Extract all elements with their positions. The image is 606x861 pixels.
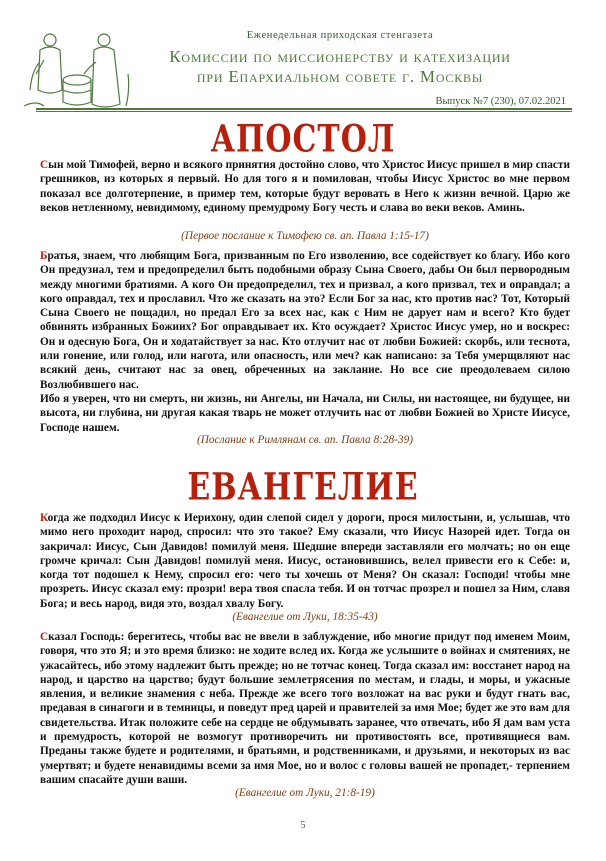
christ-and-samaritan-woman-at-well-icon [22,30,134,110]
paragraph-text: огда же подходил Иисус к Иерихону, один слепой сидел у дороги, прося милостыни, и, услышав, что мимо него проходит народ, спросил: что это такое? Ему сказали, что Иисус Назорей идет. Тогда он закричал: Иисус, Сын Давидов! помилуй меня. Шедшие впереди заставляли его молчать; но он еще громче кричал: Сын Давидов! помилуй меня. Иисус, остановившись, велел привести его к Себе: и, когда тот подошел к Нему, спросил его: чего ты хочешь от Меня? Он сказал: Господи! чтобы мне прозреть. Иисус сказал ему: прозри! вера твоя спасла тебя. И он тотчас прозрел и пошел за Ним, славя Бога; и весь народ, видя это, воздал хвалу Богу. [40,512,570,610]
apostol-heading: АПОСТОЛ [210,117,396,162]
page-header [0,0,606,110]
page-number: 5 [300,820,306,831]
apostol-reference-1: (Первое послание к Тимофею св. ап. Павла 1:15-17) [181,230,429,242]
gospel-paragraph-2 [40,630,570,787]
header-divider [36,108,572,110]
apostol-paragraph-2 [40,249,570,435]
header-divider-thin [36,111,572,112]
drop-cap: К [40,512,48,524]
drop-cap: Б [40,250,48,262]
apostol-reference-2: (Послание к Римлянам св. ап. Павла 8:28-39) [196,434,413,446]
paragraph-text: ратья, знаем, что любящим Бога, призванным по Его изволению, все содействует ко благу. Ибо кого Он предузнал, тем и предопределил быть подобными образу Сына Своего, дабы Он был первородным между многими братиями. А кого Он предопределил, тех и призвал, а кого призвал, тех и оправдал; а кого оправдал, тех и прославил. Что же сказать на это? Если Бог за нас, кто против нас? Тот, Который Сына Своего не пощадил, но предал Его за всех нас, как с Ним не дарует нам и всего? Кто будет обвинять избранных Божиих? Бог оправдывает их. Кто осуждает? Христос Иисус умер, но и воскрес: Он и одесную Бога, Он и ходатайствует за нас. Кто отлучит нас от любви Божией: скорбь, или теснота, или гонение, или голод, или нагота, или опасность, или меч? как написано: за Тебя умерщвляют нас всякий день, считают нас за овец, обреченных на заклание. Но все сие преодолеваем силою Возлюбившего нас. [40,250,570,391]
gospel-reference-2: (Евангелие от Луки, 21:8-19) [235,787,375,799]
drop-cap: С [40,159,49,171]
issue-info: Выпуск №7 (230), 07.02.2021 [435,96,566,107]
gospel-heading: ЕВАНГЕЛИЕ [187,465,419,510]
paragraph-text: ын мой Тимофей, верно и всякого принятия достойно слово, что Христос Иисус пришел в мир спасти грешников, из которых я первый. Но для того я и помилован, чтобы Иисус Христос во мне первом показал все долготерпение, в пример тем, которые будут веровать в Него к жизни вечной. Царю же веков нетленному, невидимому, единому премудрому Богу честь и слава во веки веков. Аминь. [40,159,570,214]
commission-title-line2: при Епархиальном совете г. Москвы [196,67,484,86]
paragraph-text: казал Господь: берегитесь, чтобы вас не ввели в заблуждение, ибо многие придут под именем Моим, говоря, что это Я; и это время близко: не ходите вслед их. Когда же услышите о войнах и смятениях, не ужасайтесь, ибо этому надлежит быть прежде; но не тотчас конец. Тогда сказал им: восстанет народ на народ, и царство на царство; будут большие землетрясения по местам, и глады, и моры, и ужасные явления, и великие знамения с неба. Прежде же всего того возложат на вас руки и будут гнать вас, предавая в синагоги и в темницы, и поведут пред царей и правителей за имя Мое; будет же это вам для свидетельства. Итак положите себе на сердце не обдумывать заранее, что отвечать, ибо Я дам вам уста и премудрость, которой не возмогут противоречить ни противостоять все, противящиеся вам. Преданы также будете и родителями, и братьями, и родственниками, и друзьями, и некоторых из вас умертвят; и будете ненавидимы всеми за имя Мое, но и волос с головы вашей не пропадет,- терпением вашим спасайте души ваши. [40,631,570,786]
newspaper-subtitle: Еженедельная приходская стенгазета [246,30,434,41]
drop-cap: С [40,631,49,643]
commission-title-line1: Комиссии по миссионерству и катехизации [169,47,511,66]
gospel-paragraph-1 [40,511,570,611]
paragraph-text-continued: Ибо я уверен, что ни смерть, ни жизнь, ни Ангелы, ни Начала, ни Силы, ни настоящее, ни будущее, ни высота, ни глубина, ни другая какая тварь не может отлучить нас от любви Божией во Христе Иисусе, Господе нашем. [40,392,570,434]
apostol-paragraph-1 [40,158,570,215]
gospel-reference-1: (Евангелие от Луки, 18:35-43) [232,611,378,623]
